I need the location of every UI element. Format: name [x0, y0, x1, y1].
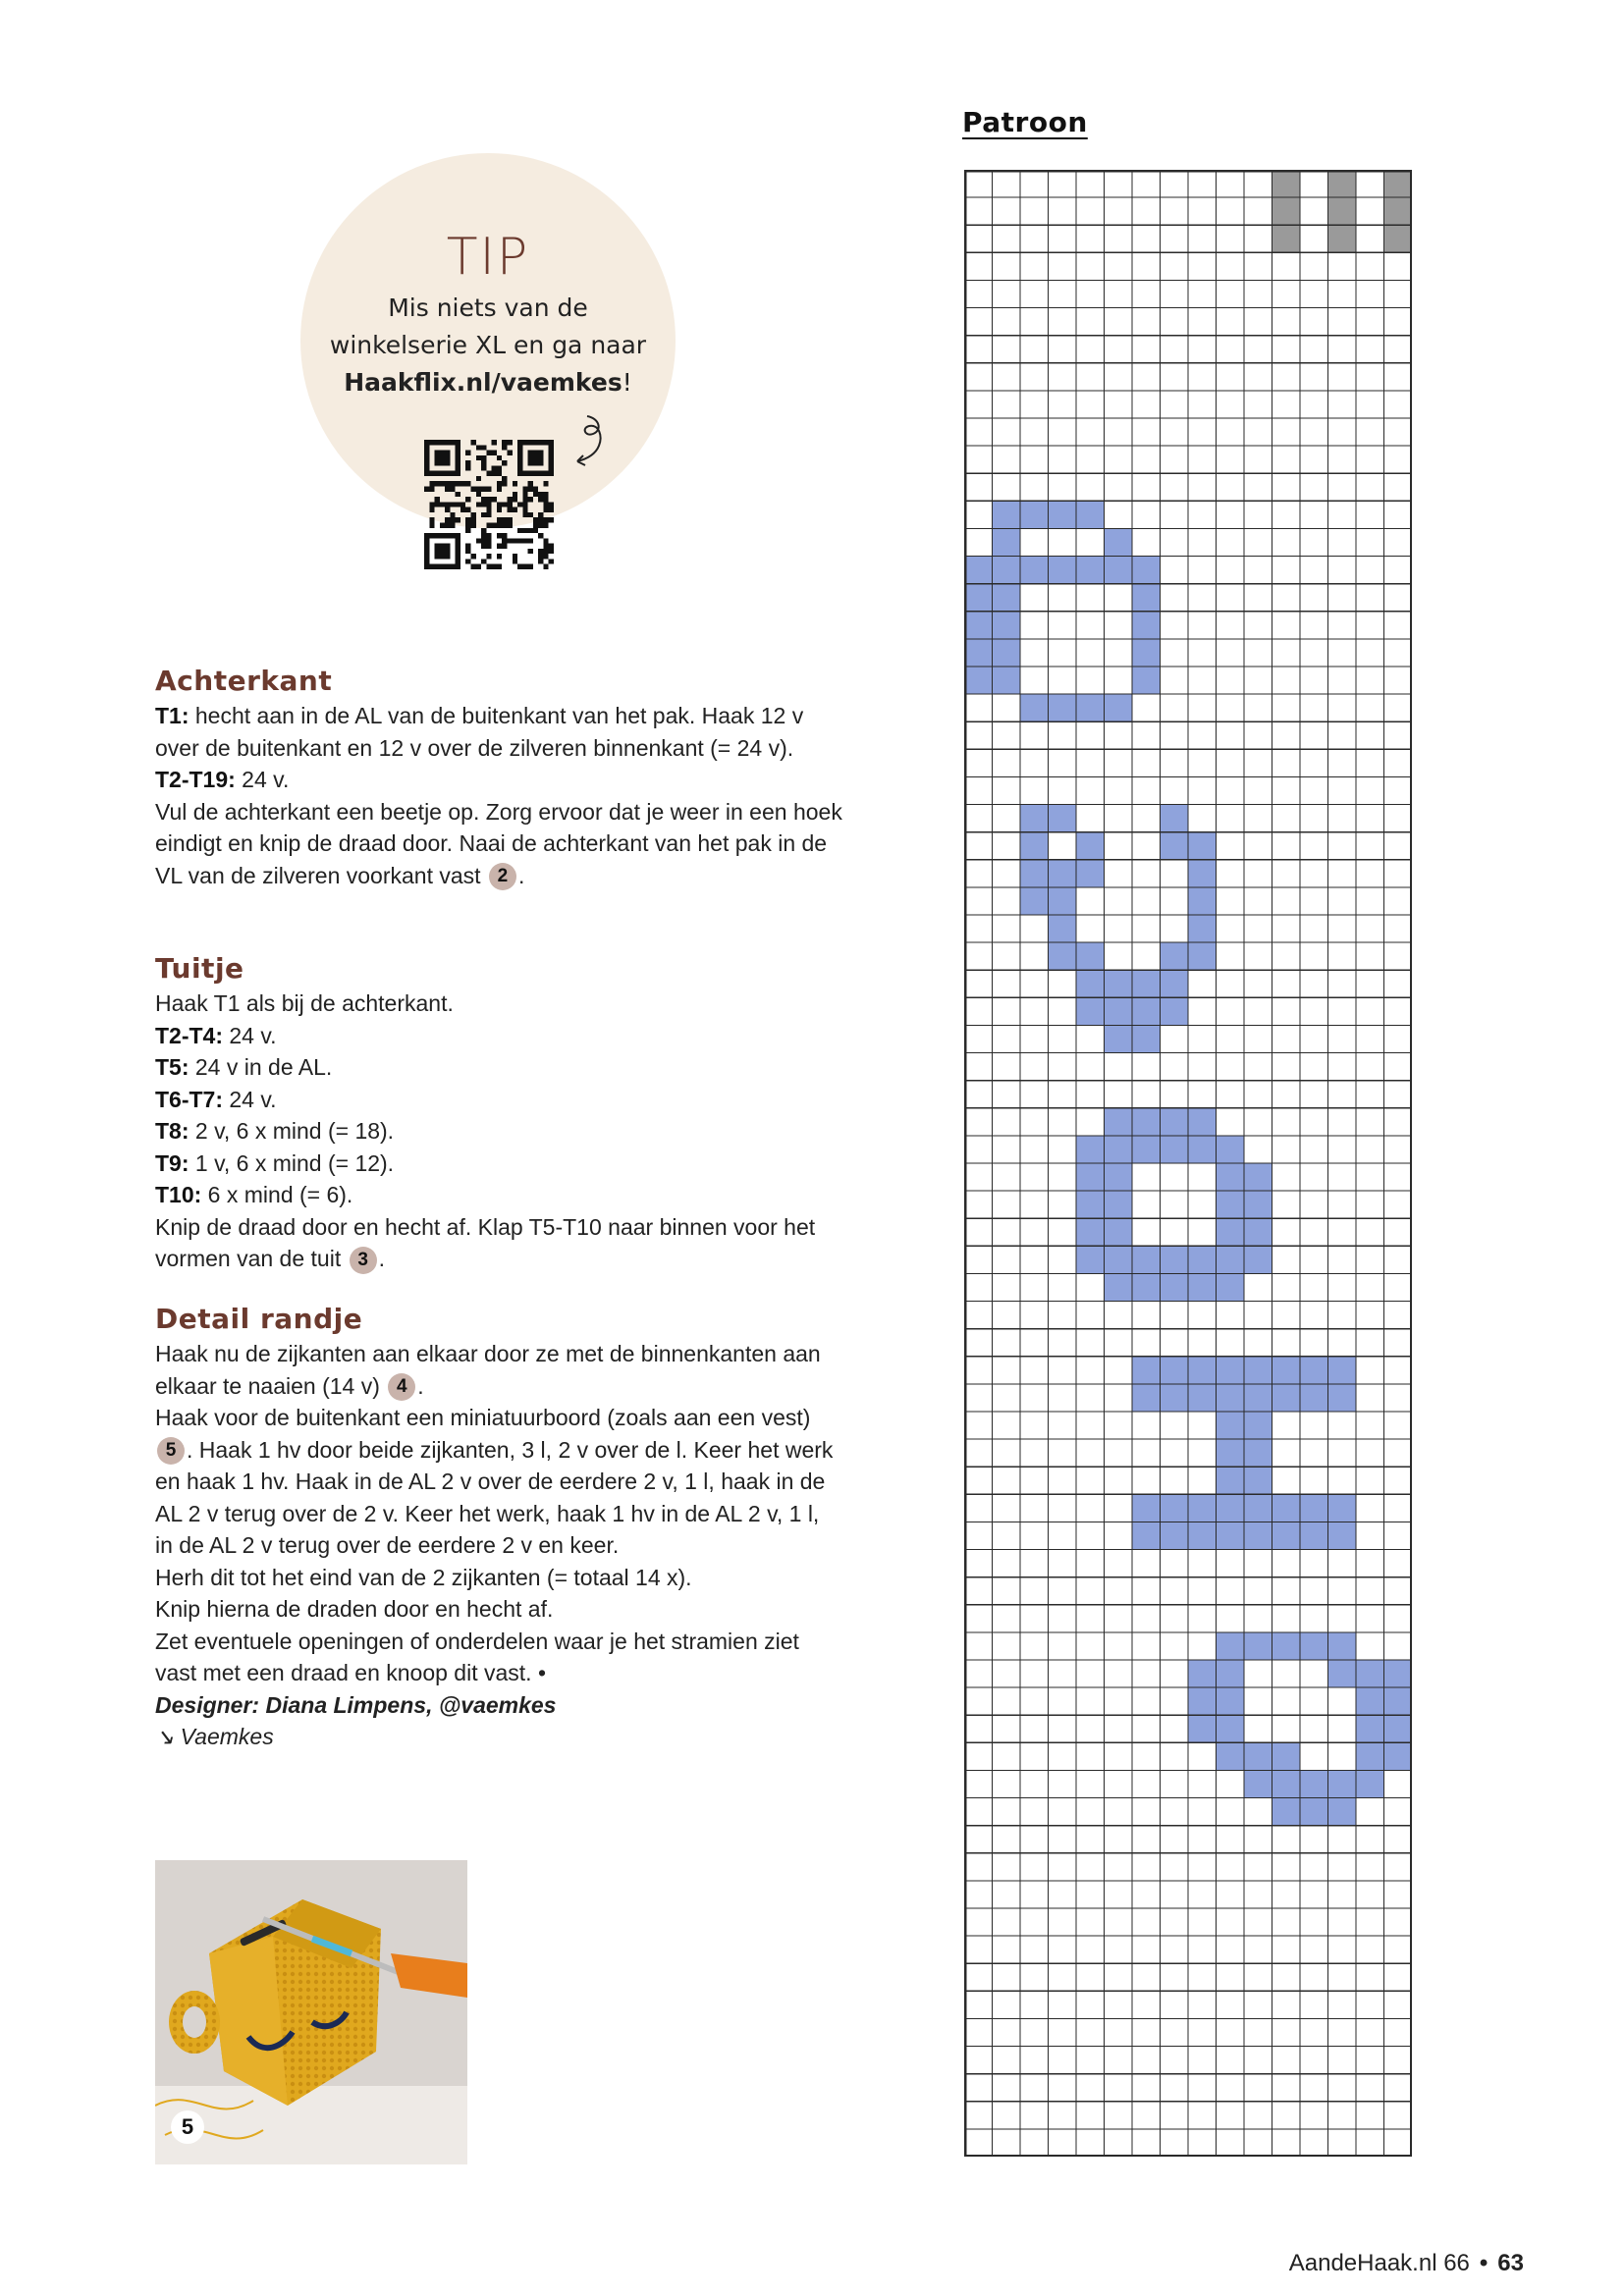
blue-cell	[993, 528, 1021, 556]
blue-cell	[1076, 557, 1105, 584]
blue-cell	[1244, 1218, 1272, 1246]
blue-cell	[1076, 997, 1105, 1025]
blue-cell	[1188, 942, 1217, 970]
blue-cell	[1132, 1108, 1161, 1136]
blue-cell	[1105, 997, 1133, 1025]
blue-cell	[1049, 501, 1077, 528]
gray-cell	[1328, 170, 1357, 197]
blue-cell	[1105, 557, 1133, 584]
blue-cell	[1217, 1494, 1245, 1522]
blue-cell	[1161, 1136, 1189, 1163]
magazine-name: AandeHaak.nl 66	[1288, 2250, 1470, 2276]
blue-cell	[1076, 970, 1105, 997]
blue-cell	[1105, 1025, 1133, 1052]
blue-cell	[1076, 832, 1105, 860]
blue-cell	[1244, 1246, 1272, 1273]
gray-cell	[1272, 170, 1301, 197]
blue-cell	[1161, 1273, 1189, 1301]
blue-cell	[964, 612, 993, 639]
detail-p4: Knip hierna de draden door en hecht af.	[155, 1596, 554, 1622]
blue-cell	[1217, 1273, 1245, 1301]
blue-cell	[1076, 1136, 1105, 1163]
blue-cell	[1049, 887, 1077, 915]
blue-cell	[1132, 612, 1161, 639]
blue-cell	[1272, 1770, 1301, 1797]
tip-line-3	[300, 364, 676, 401]
blue-cell	[1049, 557, 1077, 584]
blue-cell	[1132, 584, 1161, 612]
heading-tuitje: Tuitje	[155, 952, 244, 985]
blue-cell	[1244, 1632, 1272, 1660]
blue-cell	[1076, 1218, 1105, 1246]
blue-cell	[1272, 1384, 1301, 1412]
designer-credit: Designer: Diana Limpens, @vaemkes	[155, 1691, 557, 1718]
blue-cell	[993, 612, 1021, 639]
blue-cell	[1161, 1246, 1189, 1273]
camera-icon: ↘	[155, 1724, 175, 1749]
blue-cell	[1132, 997, 1161, 1025]
achterkant-body: Vul de achterkant een beetje op. Zorg ervoor dat je weer in een hoek eindigt en knip de draad door. Naai de achterkant van het pak in de VL van de zilveren voorkant vast 2 .	[155, 796, 842, 892]
tuitje-row	[155, 1020, 842, 1052]
photo-ref-badge: 3	[350, 1247, 377, 1274]
photo-ref-badge: 5	[157, 1437, 185, 1465]
row-text: 6 x mind (= 6).	[201, 1182, 353, 1207]
blue-cell	[993, 639, 1021, 667]
blue-cell	[993, 584, 1021, 612]
blue-cell	[1020, 832, 1049, 860]
row-text: hecht aan in de AL van de buitenkant van het pak. Haak 12 v over de buitenkant en 12 v over de zilveren binnenkant (= 24 v).	[155, 703, 804, 761]
tuitje-outro: Knip de draad door en hecht af. Klap T5-T10 naar binnen voor het vormen van de tuit 3 .	[155, 1211, 842, 1275]
blue-cell	[1300, 1632, 1328, 1660]
tuitje-row	[155, 1084, 842, 1116]
row-text: 24 v in de AL.	[189, 1054, 333, 1080]
achterkant-t1	[155, 700, 842, 764]
blue-cell	[1300, 1770, 1328, 1797]
photo-number-badge: 5	[171, 2110, 204, 2144]
blue-cell	[1132, 1384, 1161, 1412]
blue-cell	[1300, 1494, 1328, 1522]
row-label: T10:	[155, 1182, 202, 1207]
blue-cell	[1217, 1632, 1245, 1660]
blue-cell	[1217, 1467, 1245, 1494]
blue-cell	[1217, 1384, 1245, 1412]
row-label: T1:	[155, 703, 189, 728]
blue-cell	[1384, 1715, 1413, 1742]
blue-cell	[1272, 1632, 1301, 1660]
blue-cell	[1161, 1384, 1189, 1412]
blue-cell	[1105, 1273, 1133, 1301]
blue-cell	[1105, 1191, 1133, 1218]
blue-cell	[1020, 501, 1049, 528]
row-text: 24 v.	[235, 767, 290, 792]
tuitje-row	[155, 1179, 842, 1211]
body-text: Knip de draad door en hecht af. Klap T5-T10 naar binnen voor het vormen van de tuit	[155, 1213, 816, 1271]
blue-cell	[1217, 1439, 1245, 1467]
blue-cell	[1132, 1273, 1161, 1301]
gray-cell	[1384, 225, 1413, 252]
blue-cell	[1161, 1108, 1189, 1136]
blue-cell	[1188, 832, 1217, 860]
blue-cell	[1328, 1632, 1357, 1660]
blue-cell	[1076, 1246, 1105, 1273]
blue-cell	[1244, 1522, 1272, 1549]
blue-cell	[1161, 997, 1189, 1025]
blue-cell	[1217, 1136, 1245, 1163]
section-tuitje	[155, 950, 842, 1275]
blue-cell	[1300, 1384, 1328, 1412]
row-label: T2-T4:	[155, 1022, 223, 1048]
blue-cell	[1105, 694, 1133, 721]
row-label: T8:	[155, 1118, 189, 1144]
blue-cell	[1244, 1412, 1272, 1439]
blue-cell	[1020, 557, 1049, 584]
blue-cell	[1300, 1357, 1328, 1384]
blue-cell	[1161, 970, 1189, 997]
detail-p2	[155, 1402, 842, 1562]
tip-line-1: Mis niets van de	[388, 294, 588, 322]
gray-cell	[1328, 225, 1357, 252]
row-label: T2-T19:	[155, 767, 236, 792]
blue-cell	[1049, 942, 1077, 970]
blue-cell	[1244, 1742, 1272, 1770]
blue-cell	[1132, 1025, 1161, 1052]
body-text: Haak voor de buitenkant een miniatuurboord (zoals aan een vest)	[155, 1405, 811, 1430]
tuitje-row	[155, 1115, 842, 1148]
row-text: 1 v, 6 x mind (= 12).	[189, 1149, 395, 1176]
blue-cell	[1161, 805, 1189, 832]
blue-cell	[1300, 1798, 1328, 1826]
blue-cell	[1161, 1357, 1189, 1384]
detail-p1: Haak nu de zijkanten aan elkaar door ze met de binnenkanten aan elkaar te naaien (14 v) 4 .	[155, 1338, 842, 1402]
blue-cell	[1132, 667, 1161, 694]
blue-cell	[1217, 1687, 1245, 1715]
blue-cell	[1132, 970, 1161, 997]
photo-credit	[155, 1721, 842, 1753]
blue-cell	[1384, 1742, 1413, 1770]
page-number: 63	[1497, 2250, 1524, 2276]
blue-cell	[993, 501, 1021, 528]
blue-cell	[1188, 887, 1217, 915]
photo-credit-name: Vaemkes	[180, 1724, 274, 1749]
blue-cell	[1356, 1687, 1384, 1715]
blue-cell	[1328, 1384, 1357, 1412]
detail-p3: Herh dit tot het eind van de 2 zijkanten (= totaal 14 x).	[155, 1564, 692, 1590]
blue-cell	[1105, 1136, 1133, 1163]
body-text: Zet eventuele openingen of onderdelen waar je het stramien ziet vast met een draad en knoop dit vast.	[155, 1628, 799, 1685]
blue-cell	[1188, 1715, 1217, 1742]
blue-cell	[1105, 1218, 1133, 1246]
blue-cell	[993, 667, 1021, 694]
gray-cell	[1328, 197, 1357, 225]
achterkant-t2	[155, 764, 842, 796]
blue-cell	[1161, 942, 1189, 970]
blue-cell	[1188, 1273, 1217, 1301]
blue-cell	[1076, 694, 1105, 721]
blue-cell	[1188, 1494, 1217, 1522]
blue-cell	[1161, 1494, 1189, 1522]
blue-cell	[1328, 1770, 1357, 1797]
body-text: Vul de achterkant een beetje op. Zorg ervoor dat je weer in een hoek eindigt en knip de draad door. Naai de achterkant van het pak in de VL van de zilveren voorkant vast	[155, 798, 842, 888]
blue-cell	[1217, 1412, 1245, 1439]
blue-cell	[1244, 1494, 1272, 1522]
blue-cell	[1076, 1163, 1105, 1191]
blue-cell	[1272, 1742, 1301, 1770]
blue-cell	[1217, 1357, 1245, 1384]
photo-ref-badge: 2	[489, 863, 516, 890]
blue-cell	[1244, 1357, 1272, 1384]
tip-link-suffix: !	[622, 368, 632, 397]
tip-title: TIP	[446, 228, 530, 287]
blue-cell	[1132, 639, 1161, 667]
blue-cell	[1328, 1494, 1357, 1522]
pattern-grid	[964, 170, 1412, 2157]
blue-cell	[1356, 1742, 1384, 1770]
blue-cell	[1132, 1494, 1161, 1522]
qr-code[interactable]	[424, 440, 554, 569]
tuitje-intro: Haak T1 als bij de achterkant.	[155, 990, 454, 1016]
body-text: . Haak 1 hv door beide zijkanten, 3 l, 2 v over de l. Keer het werk en haak 1 hv. Haak in de AL 2 v over de eerdere 2 v, 1 l, haak in de AL 2 v terug over de 2 v. Keer het werk, haak 1 hv in de AL 2 v, 1 l, in de AL 2 v terug over de eerdere 2 v en keer.	[155, 1436, 834, 1558]
blue-cell	[1188, 1660, 1217, 1687]
blue-cell	[1132, 1246, 1161, 1273]
heading-achterkant: Achterkant	[155, 665, 333, 697]
blue-cell	[1105, 1163, 1133, 1191]
blue-cell	[1132, 1136, 1161, 1163]
detail-p5	[155, 1626, 842, 1689]
blue-cell	[1244, 1384, 1272, 1412]
blue-cell	[1272, 1357, 1301, 1384]
page-footer	[1289, 2250, 1524, 2277]
blue-cell	[1188, 915, 1217, 942]
tip-line-2: winkelserie XL en ga naar	[329, 331, 647, 359]
blue-cell	[1161, 832, 1189, 860]
blue-cell	[1217, 1522, 1245, 1549]
blue-cell	[1300, 1522, 1328, 1549]
tuitje-row	[155, 1051, 842, 1084]
tip-link[interactable]: Haakflix.nl/vaemkes	[344, 368, 623, 397]
blue-cell	[1272, 1522, 1301, 1549]
blue-cell	[1188, 1246, 1217, 1273]
blue-cell	[1020, 860, 1049, 887]
blue-cell	[1049, 694, 1077, 721]
blue-cell	[1105, 528, 1133, 556]
row-text: 24 v.	[223, 1022, 277, 1048]
blue-cell	[1020, 805, 1049, 832]
blue-cell	[1217, 1218, 1245, 1246]
blue-cell	[1188, 1108, 1217, 1136]
blue-cell	[1049, 805, 1077, 832]
blue-cell	[964, 667, 993, 694]
blue-cell	[1188, 860, 1217, 887]
row-label: T9:	[155, 1149, 189, 1176]
tuitje-row	[155, 1148, 842, 1180]
blue-cell	[1161, 1522, 1189, 1549]
blue-cell	[1076, 501, 1105, 528]
end-mark: •	[537, 1660, 547, 1685]
blue-cell	[1217, 1163, 1245, 1191]
blue-cell	[1244, 1163, 1272, 1191]
blue-cell	[1356, 1715, 1384, 1742]
blue-cell	[1188, 1384, 1217, 1412]
blue-cell	[1076, 1191, 1105, 1218]
gray-cell	[1272, 197, 1301, 225]
blue-cell	[1020, 694, 1049, 721]
heading-detail-randje: Detail randje	[155, 1303, 363, 1335]
blue-cell	[1217, 1715, 1245, 1742]
blue-cell	[1049, 915, 1077, 942]
blue-cell	[964, 557, 993, 584]
tip-text	[300, 290, 676, 401]
blue-cell	[1132, 1522, 1161, 1549]
blue-cell	[1328, 1357, 1357, 1384]
blue-cell	[1328, 1522, 1357, 1549]
section-achterkant	[155, 663, 842, 891]
row-label: T6-T7:	[155, 1086, 223, 1112]
gray-cell	[1272, 225, 1301, 252]
blue-cell	[1049, 860, 1077, 887]
blue-cell	[1217, 1742, 1245, 1770]
blue-cell	[1076, 860, 1105, 887]
row-text: 24 v.	[223, 1086, 277, 1112]
section-detail-randje	[155, 1301, 842, 1753]
body-text: Haak nu de zijkanten aan elkaar door ze met de binnenkanten aan elkaar te naaien (14 v)	[155, 1341, 821, 1399]
blue-cell	[964, 639, 993, 667]
blue-cell	[1384, 1660, 1413, 1687]
blue-cell	[1132, 557, 1161, 584]
footer-separator: •	[1479, 2250, 1489, 2276]
blue-cell	[1105, 1108, 1133, 1136]
pattern-heading: Patroon	[962, 106, 1088, 138]
blue-cell	[1272, 1494, 1301, 1522]
blue-cell	[1188, 1522, 1217, 1549]
row-label: T5:	[155, 1054, 189, 1080]
gray-cell	[1384, 170, 1413, 197]
blue-cell	[1217, 1246, 1245, 1273]
squiggle-arrow-icon	[560, 412, 609, 471]
blue-cell	[1244, 1770, 1272, 1797]
blue-cell	[993, 557, 1021, 584]
blue-cell	[1188, 1136, 1217, 1163]
blue-cell	[1105, 1246, 1133, 1273]
blue-cell	[1356, 1770, 1384, 1797]
row-text: 2 v, 6 x mind (= 18).	[189, 1118, 395, 1144]
blue-cell	[1328, 1660, 1357, 1687]
blue-cell	[1217, 1660, 1245, 1687]
blue-cell	[1188, 1687, 1217, 1715]
blue-cell	[1244, 1467, 1272, 1494]
blue-cell	[1105, 970, 1133, 997]
gray-cell	[1384, 197, 1413, 225]
photo-ref-badge: 4	[388, 1373, 415, 1401]
blue-cell	[1384, 1687, 1413, 1715]
blue-cell	[1020, 887, 1049, 915]
blue-cell	[1328, 1798, 1357, 1826]
blue-cell	[1076, 942, 1105, 970]
blue-cell	[1244, 1439, 1272, 1467]
blue-cell	[1132, 1357, 1161, 1384]
blue-cell	[1356, 1660, 1384, 1687]
blue-cell	[1272, 1798, 1301, 1826]
blue-cell	[964, 584, 993, 612]
blue-cell	[1244, 1191, 1272, 1218]
blue-cell	[1188, 1357, 1217, 1384]
blue-cell	[1217, 1191, 1245, 1218]
